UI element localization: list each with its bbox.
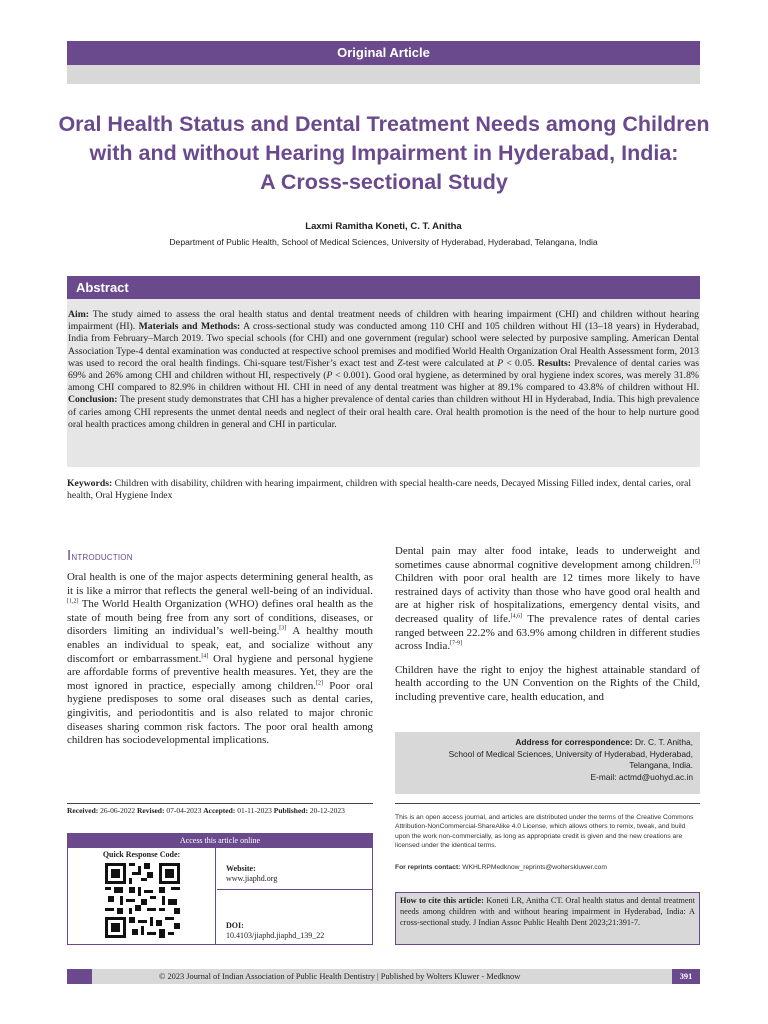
results-text: Prevalence of dental caries was 69% and 26% among CHI and children without HI, respectively ( bbox=[68, 357, 699, 382]
footer-swatch bbox=[67, 969, 92, 984]
article-type-banner bbox=[67, 41, 700, 65]
title-line: with and without Hearing Impairment in Hyderabad, India: bbox=[89, 141, 679, 165]
authors: Laxmi Ramitha Koneti, C. T. Anitha bbox=[305, 221, 462, 232]
citation-ref[interactable]: [7-9] bbox=[450, 640, 463, 647]
citation-ref[interactable]: [5] bbox=[693, 558, 700, 565]
doi-label: DOI: bbox=[226, 921, 244, 930]
cite-label: How to cite this article: bbox=[400, 896, 484, 905]
results-p: P bbox=[326, 370, 333, 382]
results-text-b: < 0.001). Good oral hygiene, as determined by oral hygiene index scores, was merely 31.8% among CHI compared to 82.9% in children without HI. CHI in need of any dental treatment was higher at 89.1% compared to 43.8% of children without HI. bbox=[68, 370, 699, 394]
methods-label: Materials and Methods: bbox=[138, 321, 241, 333]
correspondence-box bbox=[395, 732, 700, 794]
aim-label: Aim: bbox=[68, 309, 89, 320]
access-divider bbox=[217, 889, 372, 890]
right-column bbox=[395, 545, 700, 715]
correspondence-line: School of Medical Sciences, University of Hyderabad, Hyderabad, bbox=[448, 748, 693, 759]
conclusion-text: The present study demonstrates that CHI has a higher prevalence of dental caries than children without HI in Hyderabad, India. This high prevalence of caries among CHI represents the unmet dental needs and neglect of their oral health care. Oral health promotion is the need of the hour to help nurture good oral health practices among children in general and CHI in particular. bbox=[68, 394, 699, 430]
article-type: Original Article bbox=[337, 45, 430, 60]
title-line: Oral Health Status and Dental Treatment Needs among Children bbox=[58, 112, 710, 136]
footer-band bbox=[67, 969, 700, 984]
title-line: A Cross-sectional Study bbox=[260, 170, 508, 194]
citation-ref[interactable]: [4,6] bbox=[510, 613, 523, 620]
aim-text: The study aimed to assess the oral health status and dental treatment needs of children with hearing impairment (CHI) and children without hearing impairment (HI). bbox=[68, 309, 699, 333]
methods-text-c: < 0.05. bbox=[503, 357, 538, 369]
citation-ref[interactable]: [2] bbox=[316, 680, 324, 687]
abstract-heading: Abstract bbox=[67, 276, 700, 299]
correspondence-line: Telangana, India. bbox=[629, 760, 693, 770]
article-dates: Received: 26-06-2022 Revised: 07-04-2023 Accepted: 01-11-2023 Published: 20-12-2023 bbox=[67, 803, 373, 815]
methods-p: P bbox=[497, 357, 504, 369]
license-notice: This is an open access journal, and articles are distributed under the terms of the Creative Commons Attribution-NonCommercial-ShareAlike 4.0 License, which allows others to remix, tweak, and build upon the work non-commercially, as long as appropriate credit is given and the new creations are licensed under the identical terms. bbox=[395, 803, 700, 851]
left-column bbox=[67, 571, 373, 758]
article-title bbox=[40, 110, 728, 197]
methods-z: Z bbox=[397, 357, 403, 369]
intro-paragraph-2: Dental pain may alter food intake, leads to underweight and sometimes cause abnormal cognitive development among children.[5] Children with poor oral health are 12 times more likely to have restrained days of activity than those who have good oral health and are at higher risk of hospitalizations, emergency dental visits, and decreased quality of life.[4,6] The prevalence rates of dental caries ranged between 22.2% and 63.9% among children in different studies across India.[7-9] bbox=[395, 545, 700, 653]
correspondence-name: Address for correspondence: Dr. C. T. Anitha, bbox=[515, 737, 693, 747]
qr-panel bbox=[68, 848, 216, 944]
access-links bbox=[217, 848, 372, 944]
how-to-cite-box bbox=[395, 892, 700, 945]
footer-text: © 2023 Journal of Indian Association of Public Health Dentistry | Published by Wolters Kluwer - Medknow bbox=[159, 972, 521, 981]
website-link[interactable]: www.jiaphd.org bbox=[226, 874, 278, 883]
qr-label: Quick Response Code: bbox=[102, 850, 181, 859]
methods-text-b: -test were calculated at bbox=[402, 357, 498, 369]
citation-ref[interactable]: [3] bbox=[279, 625, 287, 632]
website-label: Website: bbox=[226, 864, 256, 873]
reprints-email[interactable]: WKHLRPMedknow_reprints@wolterskluwer.com bbox=[460, 864, 607, 871]
conclusion-label: Conclusion: bbox=[68, 394, 118, 406]
header-grey-band bbox=[67, 65, 700, 84]
access-online-box bbox=[67, 833, 373, 945]
qr-code-icon[interactable] bbox=[105, 863, 180, 938]
reprints-contact: For reprints contact: WKHLRPMedknow_reprints@wolterskluwer.com bbox=[395, 864, 607, 871]
keywords bbox=[67, 478, 700, 502]
introduction-heading: Introduction bbox=[67, 547, 133, 564]
keywords-label: Keywords: bbox=[67, 478, 113, 489]
intro-paragraph-3: Children have the right to enjoy the highest attainable standard of health according to the UN Convention on the Rights of the Child, including preventive care, health education, and bbox=[395, 663, 700, 703]
access-title: Access this article online bbox=[68, 834, 372, 848]
methods-text: A cross-sectional study was conducted among 110 CHI and 105 children without HI (13–18 years) in Hyderabad, India from February–March 2019. Two special schools (for CHI) and one government (regular) school were selected by purposive sampling. American Dental Association Type-4 dental examination was conducted at respective school premises and modified World Health Organization Oral Health Assessment form, 2013 was used to record the oral health findings. Chi-square test/Fisher’s exact test and bbox=[68, 321, 699, 369]
keywords-text: Children with disability, children with hearing impairment, children with special health-care needs, Decayed Missing Filled index, dental caries, oral health, Oral Hygiene Index bbox=[67, 478, 692, 502]
doi-link[interactable]: 10.4103/jiaphd.jiaphd_139_22 bbox=[226, 931, 325, 940]
abstract-body bbox=[67, 299, 700, 467]
intro-paragraph-1: Oral health is one of the major aspects determining general health, as it is like a mirror that reflects the general well-being of an individual.[1,2] The World Health Organization (WHO) defines oral health as the state of mouth being free from any sort of conditions, diseases, or disorders limiting an individual’s well-being.[3] A healthy mouth enables an individual to speak, eat, and socialize without any discomfort or embarrassment.[4] Oral hygiene and personal hygiene are affordable forms of preventive health measures. Yet, they are the most ignored in practice, especially among children.[2] Poor oral hygiene predisposes to some oral diseases such as dental caries, gingivitis, and periodontitis and is also related to major chronic diseases sharing common risk factors. The poor oral health among children has sociodevelopmental implications. bbox=[67, 571, 374, 747]
affiliation: Department of Public Health, School of Medical Sciences, University of Hyderabad, Hyderabad, Telangana, India bbox=[169, 237, 598, 247]
cite-text: Koneti LR, Anitha CT. Oral health status and dental treatment needs among children with and without hearing impairment in Hyderabad, India: A cross-sectional study. J Indian Assoc Public Health Dent 2023;21:391-7. bbox=[400, 896, 695, 928]
citation-ref[interactable]: [1,2] bbox=[67, 598, 79, 605]
citation-ref[interactable]: [4] bbox=[201, 652, 209, 659]
results-label: Results: bbox=[537, 357, 572, 369]
correspondence-email[interactable]: E-mail: actmd@uohyd.ac.in bbox=[590, 771, 693, 782]
page-number: 391 bbox=[672, 969, 700, 984]
